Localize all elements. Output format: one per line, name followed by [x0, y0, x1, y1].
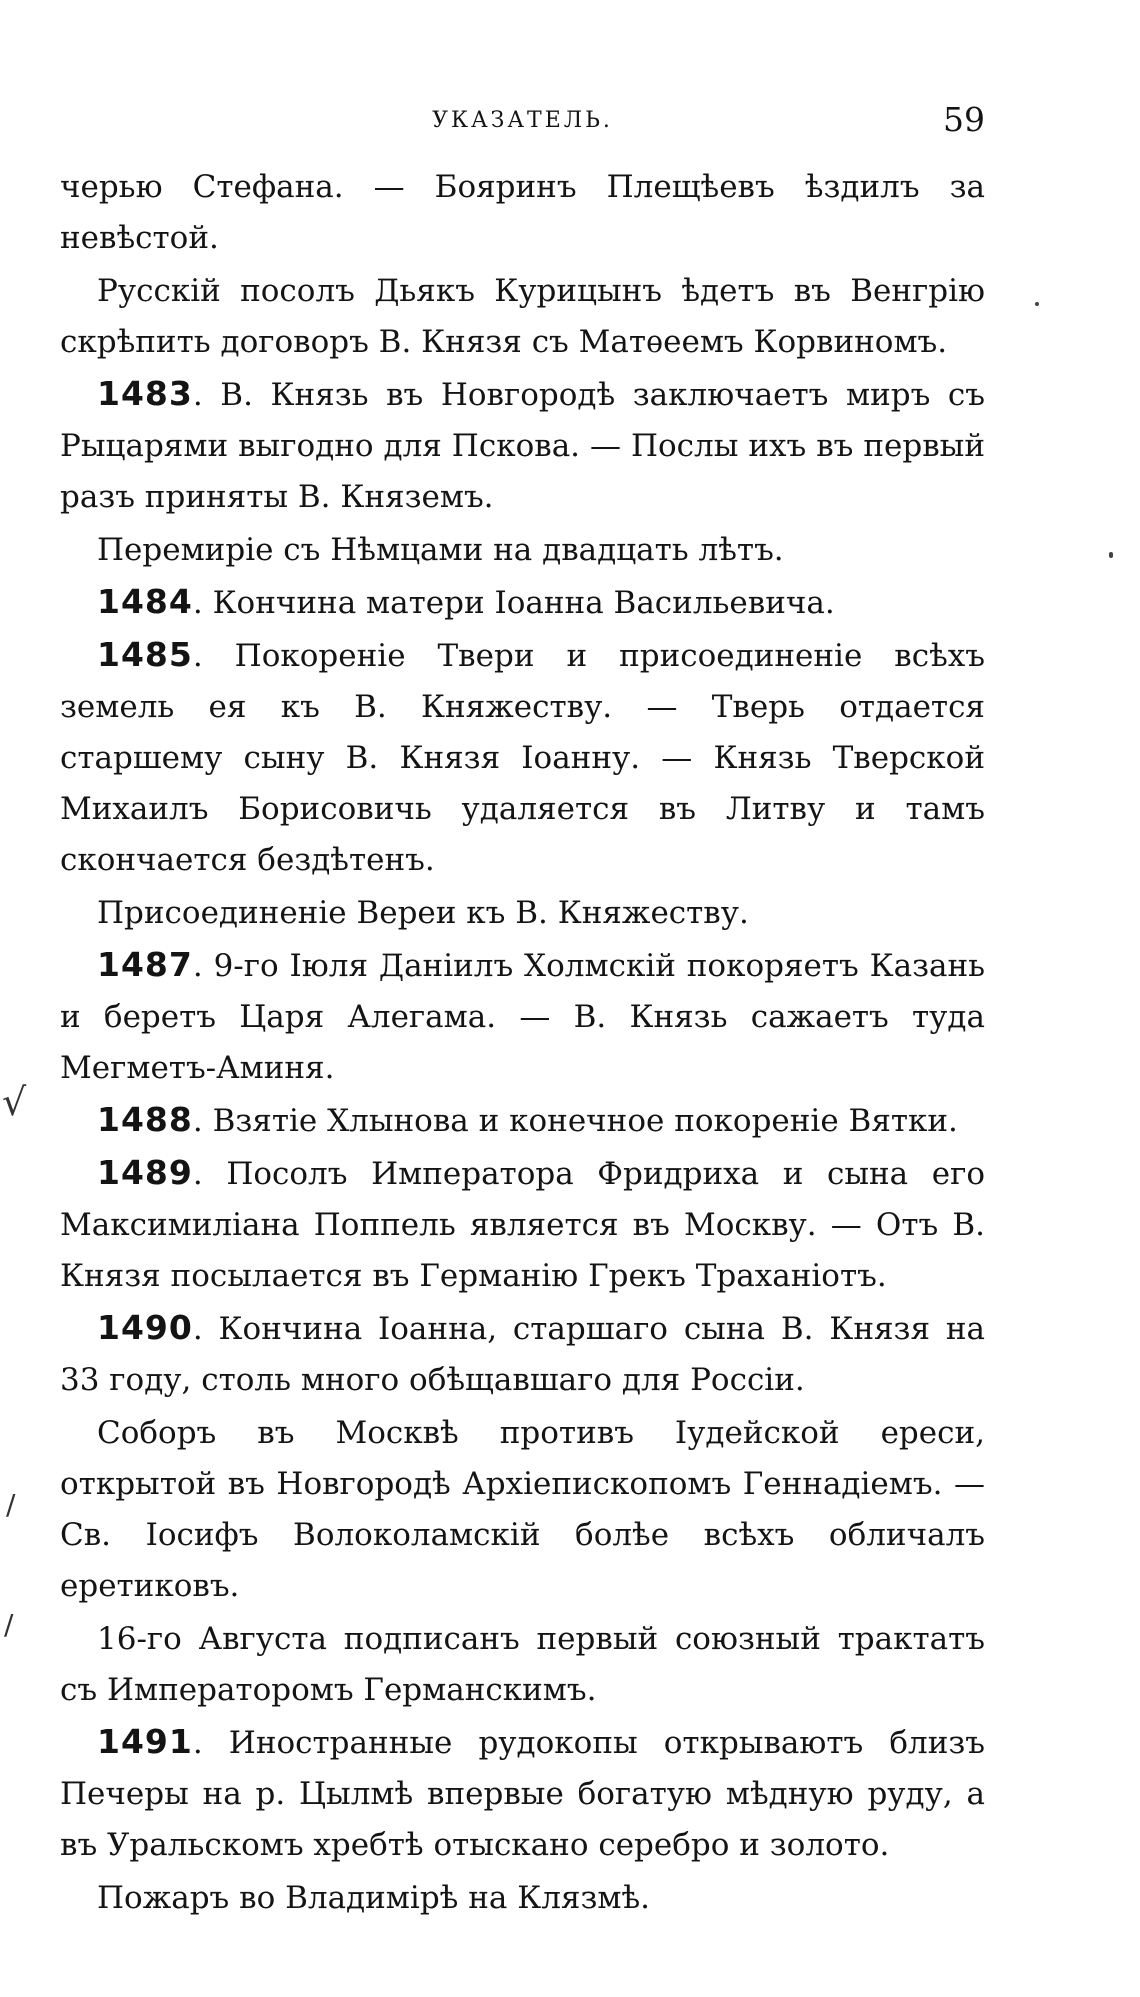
entry-year: 1491 — [97, 1722, 193, 1761]
paragraph — [60, 368, 985, 523]
entry-text: черью Стефана. — Бояринъ Плещѣевъ ѣздилъ за невѣстой. — [60, 169, 985, 256]
paragraph — [60, 523, 985, 576]
entry-text: . Покореніе Твери и присоединеніе всѣхъ земель ея къ В. Княжеству. — Тверь отдается старшему сыну В. Князя Іоанну. — Князь Тверской Михаилъ Борисовичь удаляется въ Литву и тамъ скончается бездѣтенъ. — [60, 638, 985, 878]
paragraph — [60, 1871, 985, 1924]
paragraph — [60, 1147, 985, 1302]
margin-tick-mark: / — [4, 1608, 14, 1641]
entry-year: 1490 — [97, 1308, 193, 1347]
entry-text: Пожаръ во Владимірѣ на Клязмѣ. — [97, 1880, 651, 1916]
entry-year: 1488 — [97, 1100, 193, 1139]
entry-text: . Посолъ Императора Фридриха и сына его Максимиліана Поппель является въ Москву. — Отъ В. Князя посылается въ Германію Грекъ Траханіотъ. — [60, 1156, 985, 1294]
entry-text: . Взятіе Хлынова и конечное покореніе Вятки. — [192, 1103, 958, 1139]
paragraph — [60, 1716, 985, 1871]
entry-year: 1483 — [97, 374, 193, 413]
entry-text: . 9-го Іюля Даніилъ Холмскій покоряетъ Казань и беретъ Царя Алегама. — В. Князь сажаетъ туда Мегметъ-Аминя. — [60, 948, 985, 1086]
page-speck — [1035, 302, 1039, 306]
running-head — [60, 100, 985, 140]
entry-text: Соборъ въ Москвѣ противъ Іудейской ереси, открытой въ Новгородѣ Архіепископомъ Геннадіемъ. — Св. Іосифъ Волоколамскій болѣе всѣхъ обличалъ еретиковъ. — [60, 1415, 985, 1604]
entry-text: Перемиріе съ Нѣмцами на двадцать лѣтъ. — [97, 532, 784, 568]
paragraph — [60, 629, 985, 886]
paragraph — [60, 886, 985, 939]
paragraph — [60, 160, 985, 264]
entry-year: 1484 — [97, 582, 193, 621]
margin-tick-mark: / — [6, 1488, 16, 1521]
page-speck — [1109, 552, 1113, 558]
paragraph — [60, 576, 985, 629]
entry-text: Русскій посолъ Дьякъ Курицынъ ѣдетъ въ Венгрію скрѣпить договоръ В. Князя съ Матѳеемъ Корвиномъ. — [60, 273, 985, 360]
paragraph — [60, 1094, 985, 1147]
entry-year: 1485 — [97, 635, 193, 674]
margin-check-mark: √ — [2, 1080, 27, 1124]
entry-year: 1489 — [97, 1153, 193, 1192]
paragraph — [60, 1406, 985, 1612]
paragraph — [60, 939, 985, 1094]
entry-text: . В. Князь въ Новгородѣ заключаетъ миръ съ Рыцарями выгодно для Пскова. — Послы ихъ въ первый разъ приняты В. Княземъ. — [60, 377, 985, 515]
entry-text: 16-го Августа подписанъ первый союзный трактатъ съ Императоромъ Германскимъ. — [60, 1621, 985, 1708]
entry-text: . Кончина Іоанна, старшаго сына В. Князя на 33 году, столь много обѣщавшаго для Россіи. — [60, 1311, 985, 1398]
entry-text: . Иностранные рудокопы открываютъ близъ Печеры на р. Цылмѣ впервые богатую мѣдную руду, а въ Уральскомъ хребтѣ отыскано серебро и золото. — [60, 1725, 985, 1863]
entry-text: . Кончина матери Іоанна Васильевича. — [192, 585, 835, 621]
page-number: 59 — [943, 100, 985, 139]
entry-year: 1487 — [97, 945, 193, 984]
paragraph — [60, 264, 985, 368]
text-body — [60, 160, 985, 1924]
running-title: УКАЗАТЕЛЬ. — [432, 108, 613, 133]
paragraph — [60, 1612, 985, 1716]
paragraph — [60, 1302, 985, 1406]
entry-text: Присоединеніе Вереи къ В. Княжеству. — [97, 895, 749, 931]
